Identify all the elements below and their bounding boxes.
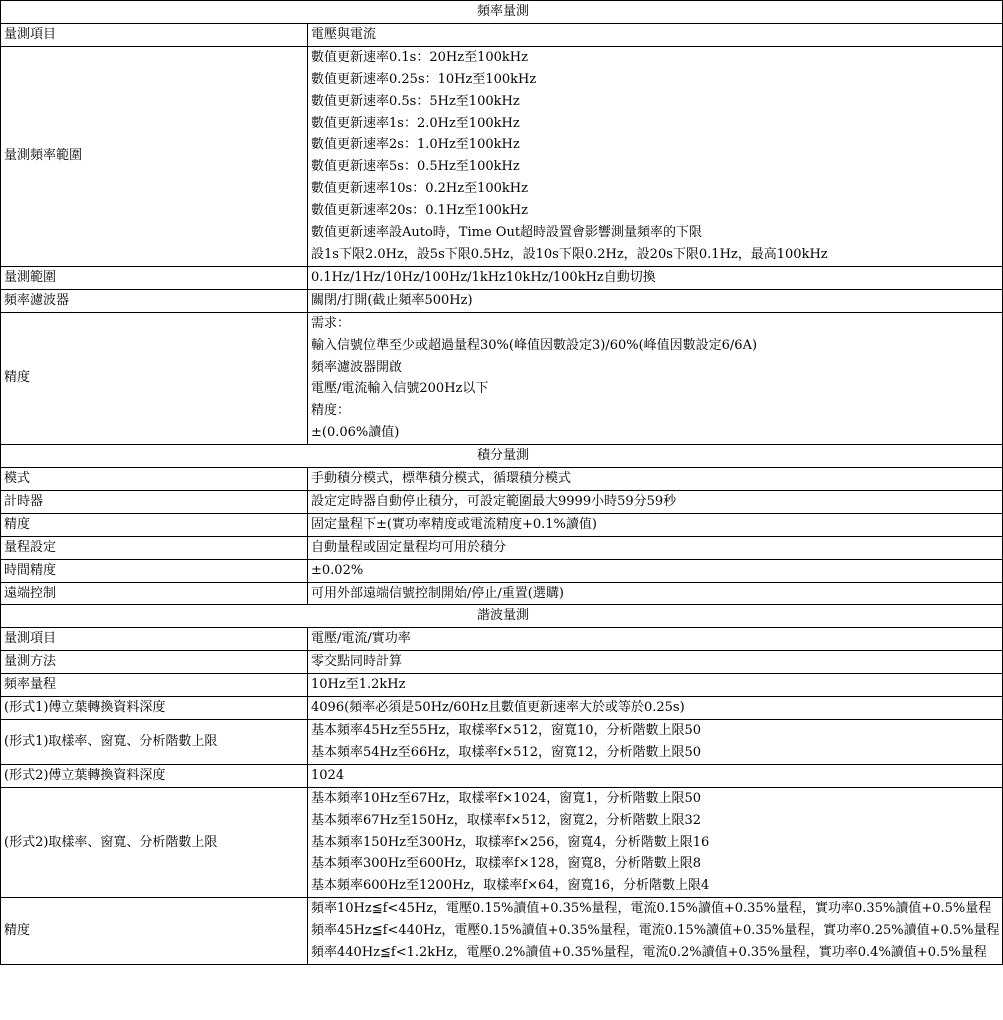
- row-value: [308, 559, 1003, 582]
- value-line: 基本頻率54Hz至66Hz，取樣率f×512，窗寬12，分析階數上限50: [311, 744, 702, 760]
- value-line: 基本頻率45Hz至55Hz，取樣率f×512，窗寬10，分析階數上限50: [311, 723, 702, 738]
- table-row: [1, 23, 1003, 46]
- row-value: [308, 23, 1003, 46]
- row-value: [308, 787, 1003, 898]
- table-row: [1, 536, 1003, 559]
- row-label: 精度: [1, 898, 308, 965]
- row-value: [308, 628, 1003, 651]
- value-line: 固定量程下±(實功率精度或電流精度+0.1%讀值): [311, 516, 597, 532]
- row-value: [308, 46, 1003, 266]
- value-line: 電壓/電流/實功率: [311, 631, 411, 647]
- table-row: [1, 651, 1003, 674]
- row-value: [308, 674, 1003, 697]
- value-line: 可用外部遠端信號控制開始/停止/重置(選購): [311, 585, 564, 601]
- value-line: 精度：: [311, 403, 351, 419]
- table-row: [1, 266, 1003, 289]
- row-value: [308, 266, 1003, 289]
- row-value: [308, 490, 1003, 513]
- value-line: 頻率濾波器開啟: [311, 359, 403, 375]
- value-line: 數值更新速率0.25s：10Hz至100kHz: [311, 71, 537, 87]
- value-line: ±(0.06%讀值): [311, 425, 400, 441]
- table-row: [1, 764, 1003, 787]
- row-label: 模式: [1, 468, 308, 491]
- row-label: 頻率量程: [1, 674, 308, 697]
- value-line: 數值更新速率20s：0.1Hz至100kHz: [311, 203, 528, 219]
- table-row: [1, 898, 1003, 965]
- row-label: 時間精度: [1, 559, 308, 582]
- value-line: 10Hz至1.2kHz: [311, 677, 406, 693]
- row-label: (形式2)取樣率、窗寬、分析階數上限: [1, 787, 308, 898]
- value-line: 電壓與電流: [311, 26, 377, 42]
- table-row: [1, 559, 1003, 582]
- row-label: 量測頻率範圍: [1, 46, 308, 266]
- row-value: [308, 697, 1003, 720]
- value-line: 數值更新速率0.5s：5Hz至100kHz: [311, 93, 520, 109]
- row-label: 精度: [1, 513, 308, 536]
- value-line: 4096(頻率必須是50Hz/60Hz且數值更新速率大於或等於0.25s): [311, 700, 685, 716]
- row-label: 量測方法: [1, 651, 308, 674]
- row-value: [308, 898, 1003, 965]
- row-label: (形式1)傅立葉轉換資料深度: [1, 697, 308, 720]
- value-line: 數值更新速率1s：2.0Hz至100kHz: [311, 115, 520, 131]
- row-label: 量程設定: [1, 536, 308, 559]
- value-line: 頻率440Hz≦f<1.2kHz，電壓0.2%讀值+0.35%量程，電流0.2%讀值+0.35%量程，實功率0.4%讀值+0.5%量程: [311, 945, 987, 961]
- value-line: 零交點同時計算: [311, 654, 403, 670]
- table-row: [1, 46, 1003, 266]
- row-label: 精度: [1, 312, 308, 444]
- table-row: [1, 674, 1003, 697]
- table-row: [1, 628, 1003, 651]
- section-title: 積分量測: [1, 445, 1003, 468]
- value-line: 自動量程或固定量程均可用於積分: [311, 539, 507, 555]
- value-line: 數值更新速率0.1s：20Hz至100kHz: [311, 49, 528, 65]
- row-label: (形式2)傅立葉轉換資料深度: [1, 764, 308, 787]
- value-line: 需求：: [311, 315, 351, 331]
- table-row: [1, 468, 1003, 491]
- row-value: [308, 468, 1003, 491]
- table-row: [1, 582, 1003, 605]
- value-line: 數值更新速率2s：1.0Hz至100kHz: [311, 137, 520, 153]
- row-label: 計時器: [1, 490, 308, 513]
- row-value: [308, 651, 1003, 674]
- value-line: 數值更新速率設Auto時，Time Out超時設置會影響測量頻率的下限: [311, 225, 703, 241]
- row-value: [308, 764, 1003, 787]
- value-line: 1024: [311, 767, 345, 783]
- value-line: 電壓/電流輸入信號200Hz以下: [311, 381, 489, 397]
- row-label: 量測範圍: [1, 266, 308, 289]
- row-value: [308, 289, 1003, 312]
- row-label: 量測項目: [1, 23, 308, 46]
- value-line: 手動積分模式，標準積分模式，循環積分模式: [311, 471, 572, 487]
- value-line: 0.1Hz/1Hz/10Hz/100Hz/1kHz10kHz/100kHz自動切換: [311, 269, 656, 285]
- row-value: [308, 720, 1003, 765]
- row-label: 遠端控制: [1, 582, 308, 605]
- row-value: [308, 536, 1003, 559]
- row-value: [308, 513, 1003, 536]
- value-line: 頻率10Hz≦f<45Hz，電壓0.15%讀值+0.35%量程，電流0.15%讀值+0.35%量程，實功率0.35%讀值+0.5%量程: [311, 901, 992, 917]
- row-label: 頻率濾波器: [1, 289, 308, 312]
- table-row: [1, 720, 1003, 765]
- table-row: [1, 787, 1003, 898]
- value-line: 設定定時器自動停止積分，可設定範圍最大9999小時59分59秒: [311, 493, 677, 509]
- row-label: 量測項目: [1, 628, 308, 651]
- value-line: 數值更新速率10s：0.2Hz至100kHz: [311, 181, 528, 197]
- value-line: 輸入信號位準至少或超過量程30%(峰值因數設定3)/60%(峰值因數設定6/6A): [311, 337, 758, 353]
- section-header-row: [1, 605, 1003, 628]
- table-row: [1, 490, 1003, 513]
- table-row: [1, 289, 1003, 312]
- row-value: [308, 312, 1003, 444]
- row-value: [308, 582, 1003, 605]
- value-line: 關閉/打開(截止頻率500Hz): [311, 292, 473, 308]
- value-line: ±0.02%: [311, 562, 364, 578]
- table-row: [1, 312, 1003, 444]
- section-header-row: [1, 445, 1003, 468]
- value-line: 基本頻率67Hz至150Hz，取樣率f×512，窗寬2，分析階數上限32: [311, 812, 702, 828]
- value-line: 數值更新速率5s：0.5Hz至100kHz: [311, 159, 520, 175]
- value-line: 基本頻率10Hz至67Hz，取樣率f×1024，窗寬1，分析階數上限50: [311, 790, 702, 806]
- table-row: [1, 697, 1003, 720]
- value-line: 頻率45Hz≦f<440Hz，電壓0.15%讀值+0.35%量程，電流0.15%讀值+0.35%量程，實功率0.25%讀值+0.5%量程: [311, 923, 1000, 939]
- row-label: (形式1)取樣率、窗寬、分析階數上限: [1, 720, 308, 765]
- section-title: 頻率量測: [1, 1, 1003, 24]
- value-line: 設1s下限2.0Hz，設5s下限0.5Hz，設10s下限0.2Hz，設20s下限0.1Hz，最高100kHz: [311, 246, 828, 262]
- value-line: 基本頻率300Hz至600Hz，取樣率f×128，窗寬8，分析階數上限8: [311, 856, 702, 872]
- section-title: 諧波量測: [1, 605, 1003, 628]
- value-line: 基本頻率600Hz至1200Hz，取樣率f×64，窗寬16，分析階數上限4: [311, 878, 710, 894]
- section-header-row: [1, 1, 1003, 24]
- table-row: [1, 513, 1003, 536]
- value-line: 基本頻率150Hz至300Hz，取樣率f×256，窗寬4，分析階數上限16: [311, 834, 710, 850]
- spec-table-body: [1, 1, 1003, 965]
